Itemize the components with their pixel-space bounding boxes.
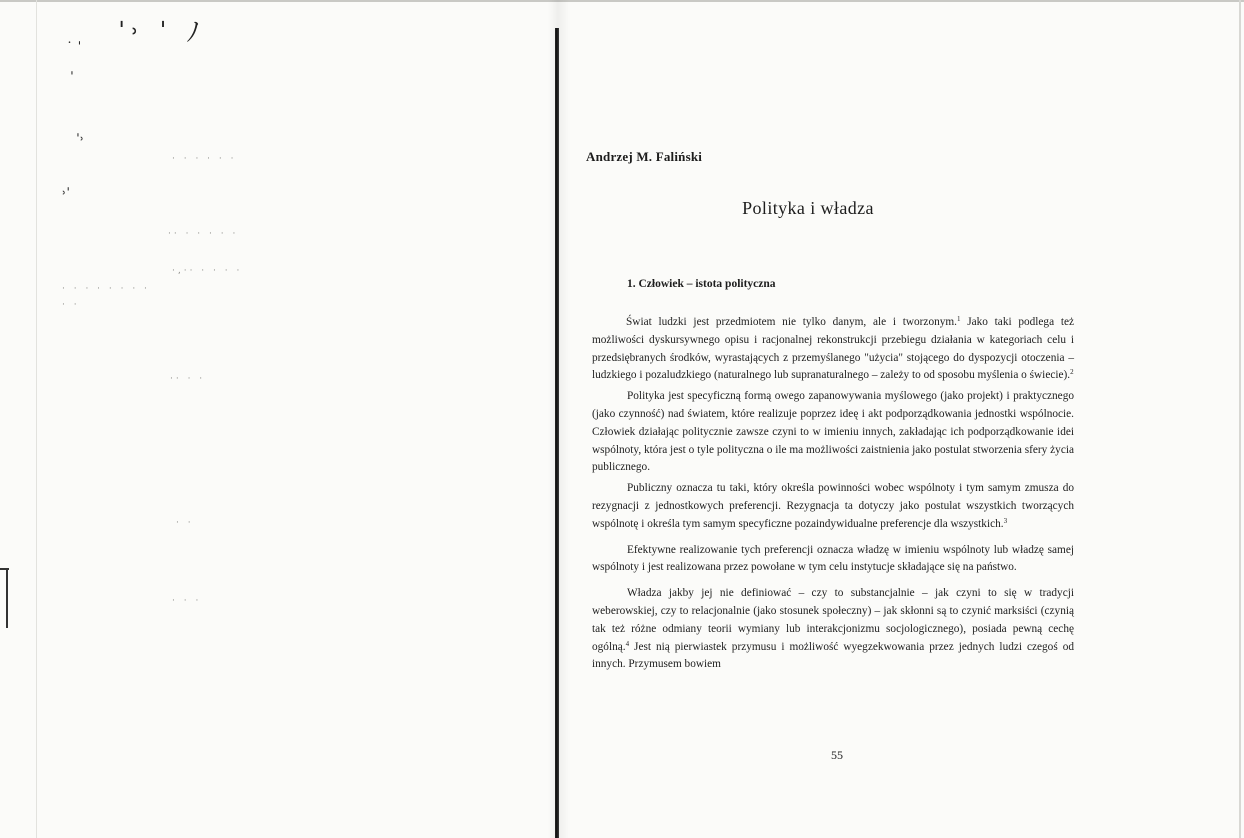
- bleed-through-mark: ˈ: [70, 70, 74, 86]
- footnote-ref: 2: [1070, 368, 1074, 377]
- bleed-through-mark: ˒ˈ: [62, 186, 71, 202]
- left-page-faint-line: [36, 0, 37, 838]
- paragraph: Efektywne realizowanie tych preferencji oznacza władzę w imieniu wspólnoty lub władzę samej wspólnoty i jest realizowana przez powołane w tym celu instytucje składające się na państwo.: [592, 543, 1074, 574]
- footnote-ref: 3: [1003, 516, 1008, 525]
- article-title: Polityka i władza: [742, 198, 874, 218]
- section-heading: 1. Człowiek – istota polityczna: [627, 278, 776, 290]
- bleed-through-dots: · · ·: [172, 596, 202, 606]
- bleed-through-dots: · ·: [176, 518, 194, 528]
- left-edge-bar: [6, 568, 8, 628]
- footnote-ref: 4: [625, 639, 630, 648]
- right-page-edge: [1239, 0, 1241, 838]
- article-author: Andrzej M. Faliński: [586, 149, 703, 164]
- bleed-through-mark: ˙ ˈ: [66, 40, 82, 56]
- page-number: 55: [831, 748, 843, 762]
- article-body: [592, 314, 1074, 674]
- bleed-through-dots: ·· · · · · ·: [168, 229, 239, 239]
- bleed-through-mark: ˈ˒ ˈ ﾉ: [118, 18, 206, 48]
- bleed-through-dots: ·,·· · · · ·: [172, 266, 243, 276]
- bleed-through-dots: · · · · · · · ·: [62, 284, 150, 294]
- paragraph: Polityka jest specyficzną formą owego zapanowywania myślowego (jako projekt) i praktycznego (jako czynność) nad światem, które realizuje poprzez ideę i akt podporządkowania jednostki wspólnocie. Człowiek działając politycznie zawsze czyni to w imieniu innych, zakładając ich podporządkowanie idei wspólnoty, która jest o tyle polityczna o ile ma możliwości zaistnienia jako postulat stworzenia sfery życia publicznego.: [592, 390, 1074, 474]
- scan-top-edge: [0, 0, 1244, 2]
- bleed-through-dots: ·· · ·: [170, 374, 206, 384]
- book-spine: [555, 28, 559, 838]
- bleed-through-dots: · ·: [62, 300, 80, 310]
- paragraph: Władza jakby jej nie definiować – czy to substancjalnie – jak czyni to się w tradycji weberowskiej, czy to relacjonalnie (jako stosunek społeczny) – jak skłonni są to czynić marksiści (czynią tak też różne odmiany teorii wymiany lub interakcjonizmu socjologicznego), posiada pewną cechę ogólną.$^4$ Jest nią pierwiastek przymusu i możliwość wyegzekwowania przez jednych ludzi czegoś od innych. Przymusem bowiem: [592, 587, 1074, 671]
- bleed-through-mark: ˈ˒: [76, 132, 85, 148]
- book-spine-shadow: [548, 0, 570, 838]
- bleed-through-dots: · · · · · ·: [172, 154, 237, 164]
- footnote-ref: 1: [957, 315, 961, 324]
- paragraph: Publiczny oznacza tu taki, który określa powinności wobec wspólnoty i tym samym zmusza do rezygnacji z jednostkowych preferencji. Rezygnacja ta dotyczy jako postulat wszystkich tworzących wspólnotę i określa tym samym specyficzne pozaindywidualne preferencje dla wszystkich.$^3$: [592, 482, 1074, 530]
- paragraph: Świat ludzki jest przedmiotem nie tylko danym, ale i tworzonym.$^1$ Jako taki podlega też możliwości dyskursywnego opisu i racjonalnej rekonstrukcji przebiegu działania w kategoriach celu i przedsiębranych środków, wyrastających z przemyślanego "użycia" stojącego do dyspozycji otoczenia – ludzkiego i pozaludzkiego (naturalnego lub supranaturalnego – zależy to od sposobu myślenia o świecie).$^2$: [592, 315, 1074, 382]
